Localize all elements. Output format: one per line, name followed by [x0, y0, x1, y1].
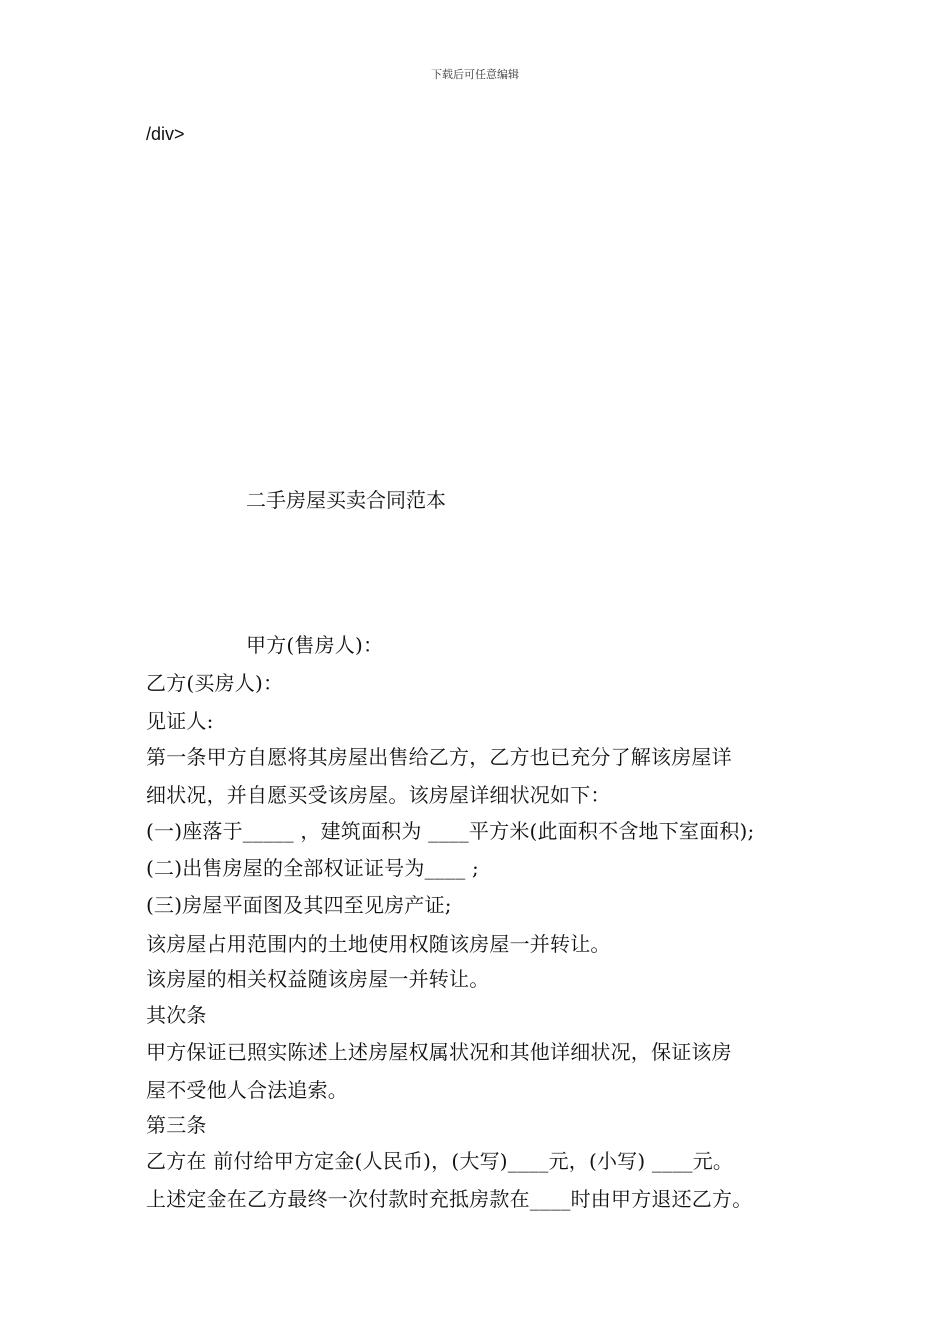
article-1-related-rights: 该房屋的相关权益随该房屋一并转让。: [146, 967, 490, 991]
article-1-item-1: (一)座落于_____ ，建筑面积为 ____平方米(此面积不含地下室面积);: [146, 819, 755, 843]
document-title: 二手房屋买卖合同范本: [246, 488, 446, 512]
article-1-item-3: (三)房屋平面图及其四至见房产证;: [146, 893, 452, 917]
party-b-line: 乙方(买房人)：: [146, 671, 284, 695]
witness-line: 见证人:: [146, 709, 214, 733]
page-header-note: 下载后可任意编辑: [431, 68, 519, 81]
article-3-line-1: 乙方在 前付给甲方定金(人民币)，(大写)____元，(小写) ____元。: [146, 1149, 734, 1173]
article-1-line-1: 第一条甲方自愿将其房屋出售给乙方，乙方也已充分了解该房屋详: [146, 745, 732, 769]
article-2-heading: 其次条: [146, 1003, 207, 1027]
article-1-line-2: 细状况，并自愿买受该房屋。该房屋详细状况如下：: [146, 783, 611, 807]
article-3-heading: 第三条: [146, 1113, 207, 1137]
article-1-item-2: (二)出售房屋的全部权证证号为____ ;: [146, 856, 479, 880]
article-3-line-2: 上述定金在乙方最终一次付款时充抵房款在____时由甲方退还乙方。: [146, 1187, 753, 1211]
article-1-land-rights: 该房屋占用范围内的土地使用权随该房屋一并转让。: [146, 932, 611, 956]
party-a-line: 甲方(售房人)：: [246, 633, 384, 657]
article-2-line-1: 甲方保证已照实陈述上述房屋权属状况和其他详细状况，保证该房: [146, 1040, 732, 1064]
stray-markup-text: /div>: [146, 124, 185, 144]
article-2-line-2: 屋不受他人合法追索。: [146, 1078, 348, 1102]
